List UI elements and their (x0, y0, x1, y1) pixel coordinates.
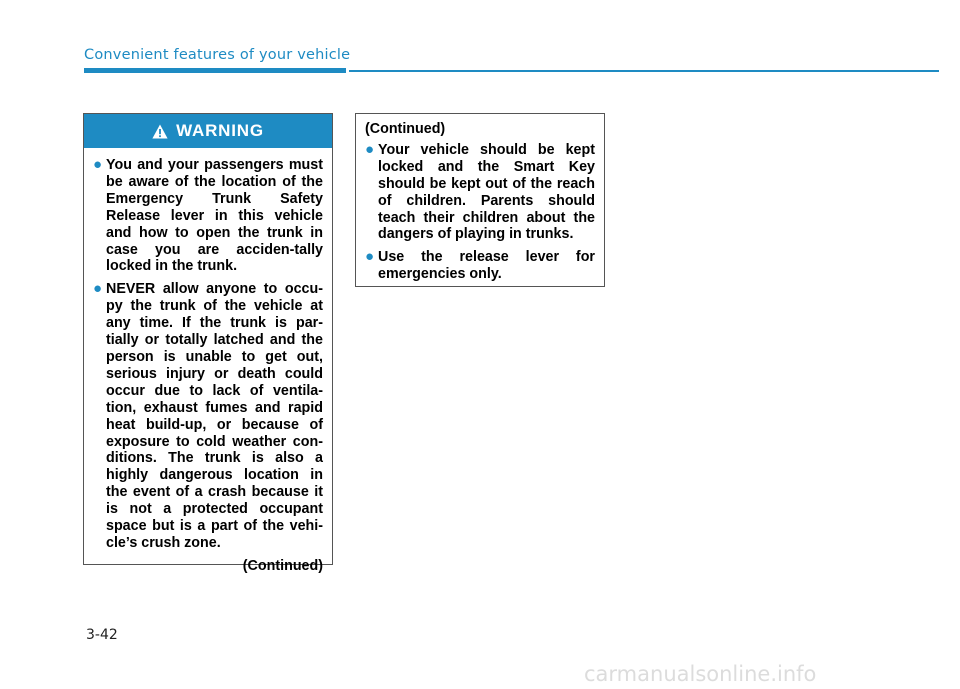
warning-bullet (93, 281, 323, 552)
continued-bullet-text: Your vehicle should be kept locked and the Smart Key should be kept out of the reach of children. Parents should teach their children about the dangers of playing in trunks. (378, 141, 595, 243)
bullet-dot-icon: ● (365, 248, 375, 266)
continued-body (356, 114, 604, 283)
warning-bullet-text: NEVER allow anyone to occu-py the trunk of the vehicle at any time. If the trunk is par-tially or totally latched and the person is unable to get out, serious injury or death could occur due to lack of ventila-tion, exhaust fumes and rapid heat build-up, or because of exposure to cold weather con-ditions. The trunk is also a highly dangerous location in the event of a crash because it is not a protected occupant space but is a part of the vehi-cle’s crush zone. (106, 281, 323, 551)
warning-bullet-text: You and your passengers must be aware of the location of the Emergency Trunk Safety Release lever in this vehicle and how to open the trunk in case you are acciden-tally locked in the trunk. (106, 157, 323, 275)
header-rule-thin (349, 70, 939, 72)
continued-bullet-text: Use the release lever for emergencies only. (378, 249, 595, 283)
warning-bullet (93, 157, 323, 275)
warning-box (83, 113, 333, 574)
warning-header (84, 114, 332, 148)
watermark: carmanualsonline.info (584, 662, 817, 686)
warning-body (84, 148, 332, 575)
page-number: 3-42 (86, 627, 118, 643)
continued-bullet (365, 249, 595, 283)
warning-title: WARNING (176, 121, 264, 140)
bullet-dot-icon: ● (365, 140, 375, 158)
warning-triangle-icon (152, 124, 168, 139)
continued-label: (Continued) (242, 557, 323, 574)
bullet-dot-icon: ● (93, 280, 103, 298)
continued-label: (Continued) (365, 121, 446, 137)
continued-bullet (365, 142, 595, 243)
continued-box (355, 113, 605, 287)
header-rule-thick (84, 68, 346, 73)
section-title: Convenient features of your vehicle (84, 47, 351, 63)
bullet-dot-icon: ● (93, 156, 103, 173)
